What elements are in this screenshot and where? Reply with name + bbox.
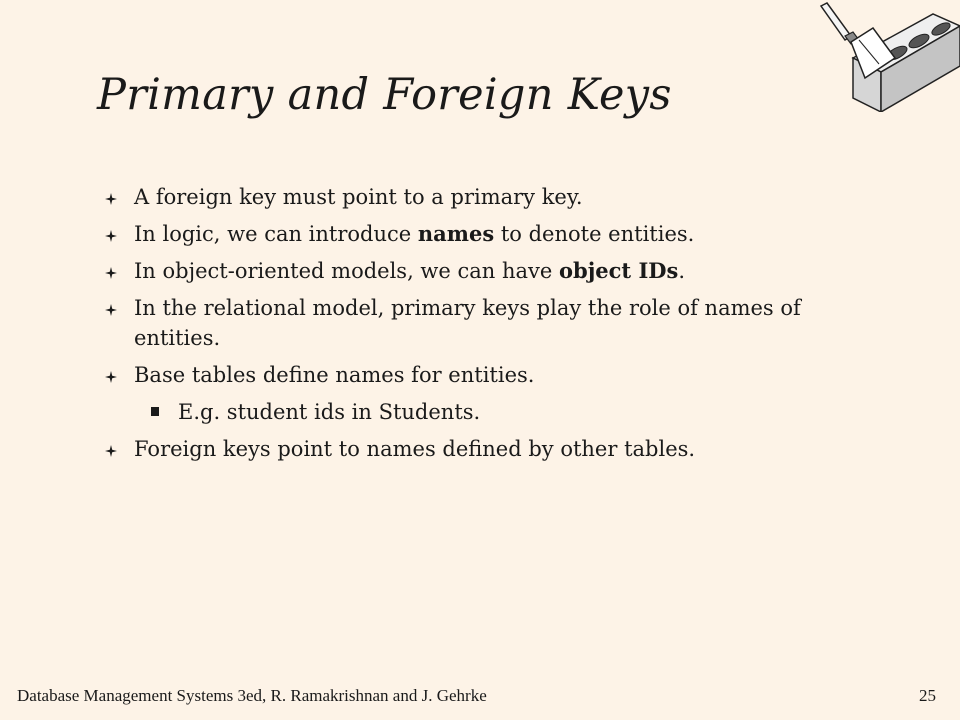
bullet-item (105, 219, 865, 249)
bullet-text: Base tables define names for entities. (134, 363, 535, 387)
sub-bullet-text: E.g. student ids in Students. (178, 400, 481, 424)
diamond-bullet-icon (105, 371, 117, 383)
bullet-list (105, 182, 865, 471)
bullet-item (105, 434, 865, 464)
sub-bullet-item (105, 397, 865, 427)
bullet-text: to denote entities. (494, 222, 695, 246)
diamond-bullet-icon (105, 445, 117, 457)
brick-trowel-icon (815, 0, 960, 112)
diamond-bullet-icon (105, 267, 117, 279)
page-number: 25 (919, 686, 936, 705)
bullet-keyword: object IDs (559, 258, 679, 283)
bullet-item (105, 360, 865, 390)
diamond-bullet-icon (105, 304, 117, 316)
footer-source: Database Management Systems 3ed, R. Ramakrishnan and J. Gehrke (17, 686, 487, 705)
diamond-bullet-icon (105, 193, 117, 205)
bullet-item (105, 256, 865, 286)
bullet-text: In logic, we can introduce (134, 222, 418, 246)
bullet-item (105, 182, 865, 212)
slide-title: Primary and Foreign Keys (97, 70, 672, 120)
bullet-text: A foreign key must point to a primary key. (134, 185, 583, 209)
bullet-text: In the relational model, primary keys play the role of names of entities. (134, 296, 801, 350)
bullet-item (105, 293, 865, 353)
bullet-text: Foreign keys point to names defined by other tables. (134, 437, 696, 461)
bullet-keyword: names (417, 221, 495, 246)
diamond-bullet-icon (105, 230, 117, 242)
square-bullet-icon (151, 407, 159, 416)
bullet-text: In object-oriented models, we can have (134, 259, 559, 283)
bullet-text: . (678, 259, 685, 283)
